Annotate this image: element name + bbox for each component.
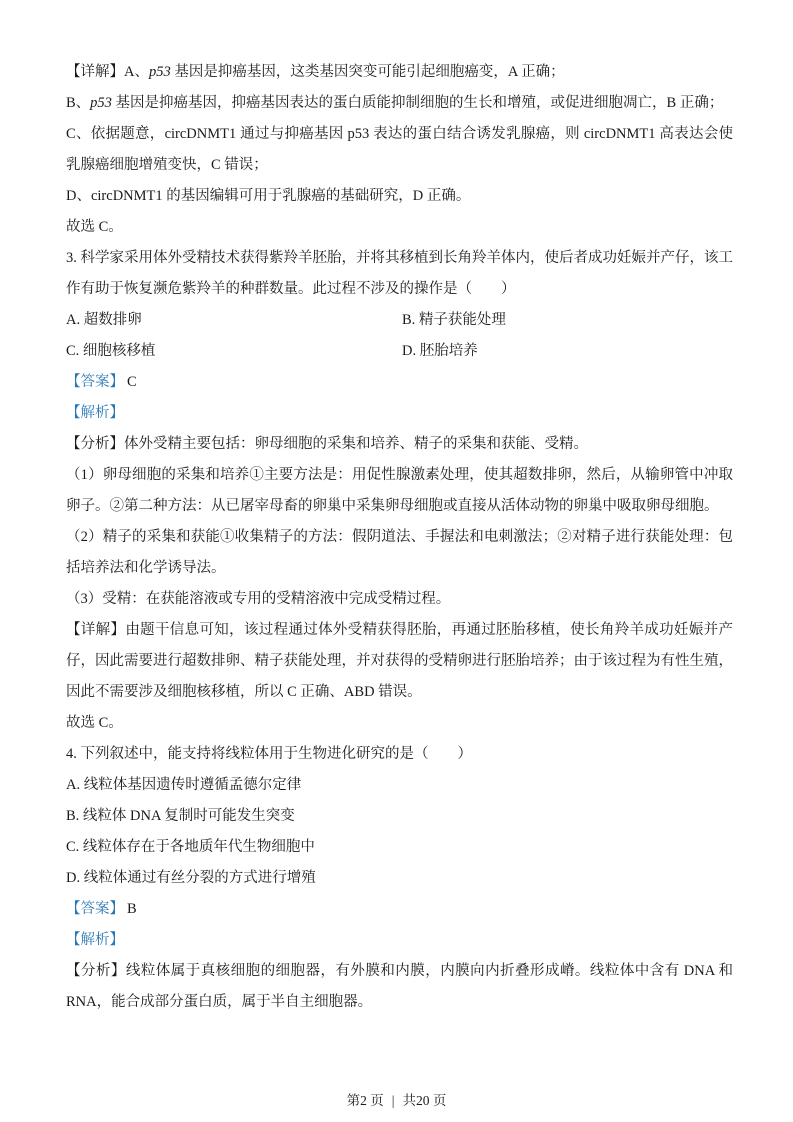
q3-option-b: B. 精子获能处理 [402,312,506,328]
q3-answer-label: 【答案】 [66,374,124,390]
q4-option-d: D. 线粒体通过有丝分裂的方式进行增殖 [66,870,316,886]
q2-detail-option-d: D、circDNMT1 的基因编辑可用于乳腺癌的基础研究，D 正确。 [66,188,471,204]
q2-detail-a-gene: p53 [148,64,171,80]
q2-detail-option-a [66,57,733,88]
q3-analysis-p1: （1）卵母细胞的采集和培养①主要方法是：用促性腺激素处理，使其超数排卵，然后，从输卵管中冲取卵子。②第二种方法：从已屠宰母畜的卵巢中采集卵母细胞或直接从活体动物的卵巢中吸取卵母细胞。 [66,467,733,514]
footer-current-page: 第2 页 [346,1093,384,1108]
footer-total-pages: 共20 页 [402,1093,447,1108]
q4-stem: 4. 下列叙述中，能支持将线粒体用于生物进化研究的是（ ） [66,746,472,762]
q3-stem: 3. 科学家采用体外受精技术获得紫羚羊胚胎，并将其移植到长角羚羊体内，使后者成功妊娠并产仔，该工作有助于恢复濒危紫羚羊的种群数量。此过程不涉及的操作是（ ） [66,250,733,297]
q3-option-a: A. 超数排卵 [66,312,142,328]
q2-detail-a-pre: 【详解】A、 [66,64,149,80]
q2-detail-option-b [66,88,733,119]
q3-option-d: D. 胚胎培养 [402,343,478,359]
q3-analysis-label: 【解析】 [66,405,124,421]
q3-option-c: C. 细胞核移植 [66,343,156,359]
q2-detail-a-post: 基因是抑癌基因，这类基因突变可能引起细胞癌变，A 正确； [170,64,565,80]
q3-analysis-intro: 【分析】体外受精主要包括：卵母细胞的采集和培养、精子的采集和获能、受精。 [66,436,588,452]
q4-analysis-intro: 【分析】线粒体属于真核细胞的细胞器，有外膜和内膜，内膜向内折叠形成嵴。线粒体中含有 DNA 和 RNA，能合成部分蛋白质，属于半自主细胞器。 [66,963,733,1010]
q4-analysis-label: 【解析】 [66,932,124,948]
q3-options-row-1 [66,305,733,336]
q2-detail-b-post: 基因是抑癌基因，抑癌基因表达的蛋白质能抑制细胞的生长和增殖，或促进细胞凋亡，B 正确； [111,95,724,111]
q4-option-c: C. 线粒体存在于各地质年代生物细胞中 [66,839,315,855]
q3-answer-value: C [127,374,137,390]
q3-analysis-p3: （3）受精：在获能溶液或专用的受精溶液中完成受精过程。 [66,591,451,607]
q4-answer-line [66,894,733,925]
page-footer [0,1089,793,1109]
q3-analysis-p2: （2）精子的采集和获能①收集精子的方法：假阴道法、手握法和电刺激法；②对精子进行获能处理：包括培养法和化学诱导法。 [66,529,733,576]
footer-separator: | [391,1093,395,1108]
q2-conclusion: 故选 C。 [66,219,123,235]
q3-answer-line [66,367,733,398]
q2-detail-b-pre: B、 [66,95,91,111]
q3-detail: 【详解】由题干信息可知，该过程通过体外受精获得胚胎，再通过胚胎移植，使长角羚羊成功妊娠并产仔，因此需要进行超数排卵、精子获能处理，并对获得的受精卵进行胚胎培养；由于该过程为有性生殖，因此不需要涉及细胞核移植，所以 C 正确、ABD 错误。 [66,622,733,700]
exam-answer-content [66,57,733,1018]
q2-detail-b-gene: p53 [90,95,112,111]
q3-conclusion: 故选 C。 [66,715,123,731]
q4-answer-value: B [127,901,137,917]
q4-option-a: A. 线粒体基因遗传时遵循孟德尔定律 [66,777,302,793]
q4-answer-label: 【答案】 [66,901,124,917]
q3-options-row-2 [66,336,733,367]
q4-option-b: B. 线粒体 DNA 复制时可能发生突变 [66,808,295,824]
q2-detail-option-c: C、依据题意，circDNMT1 通过与抑癌基因 p53 表达的蛋白结合诱发乳腺癌，则 circDNMT1 高表达会使乳腺癌细胞增殖变快，C 错误； [66,126,733,173]
